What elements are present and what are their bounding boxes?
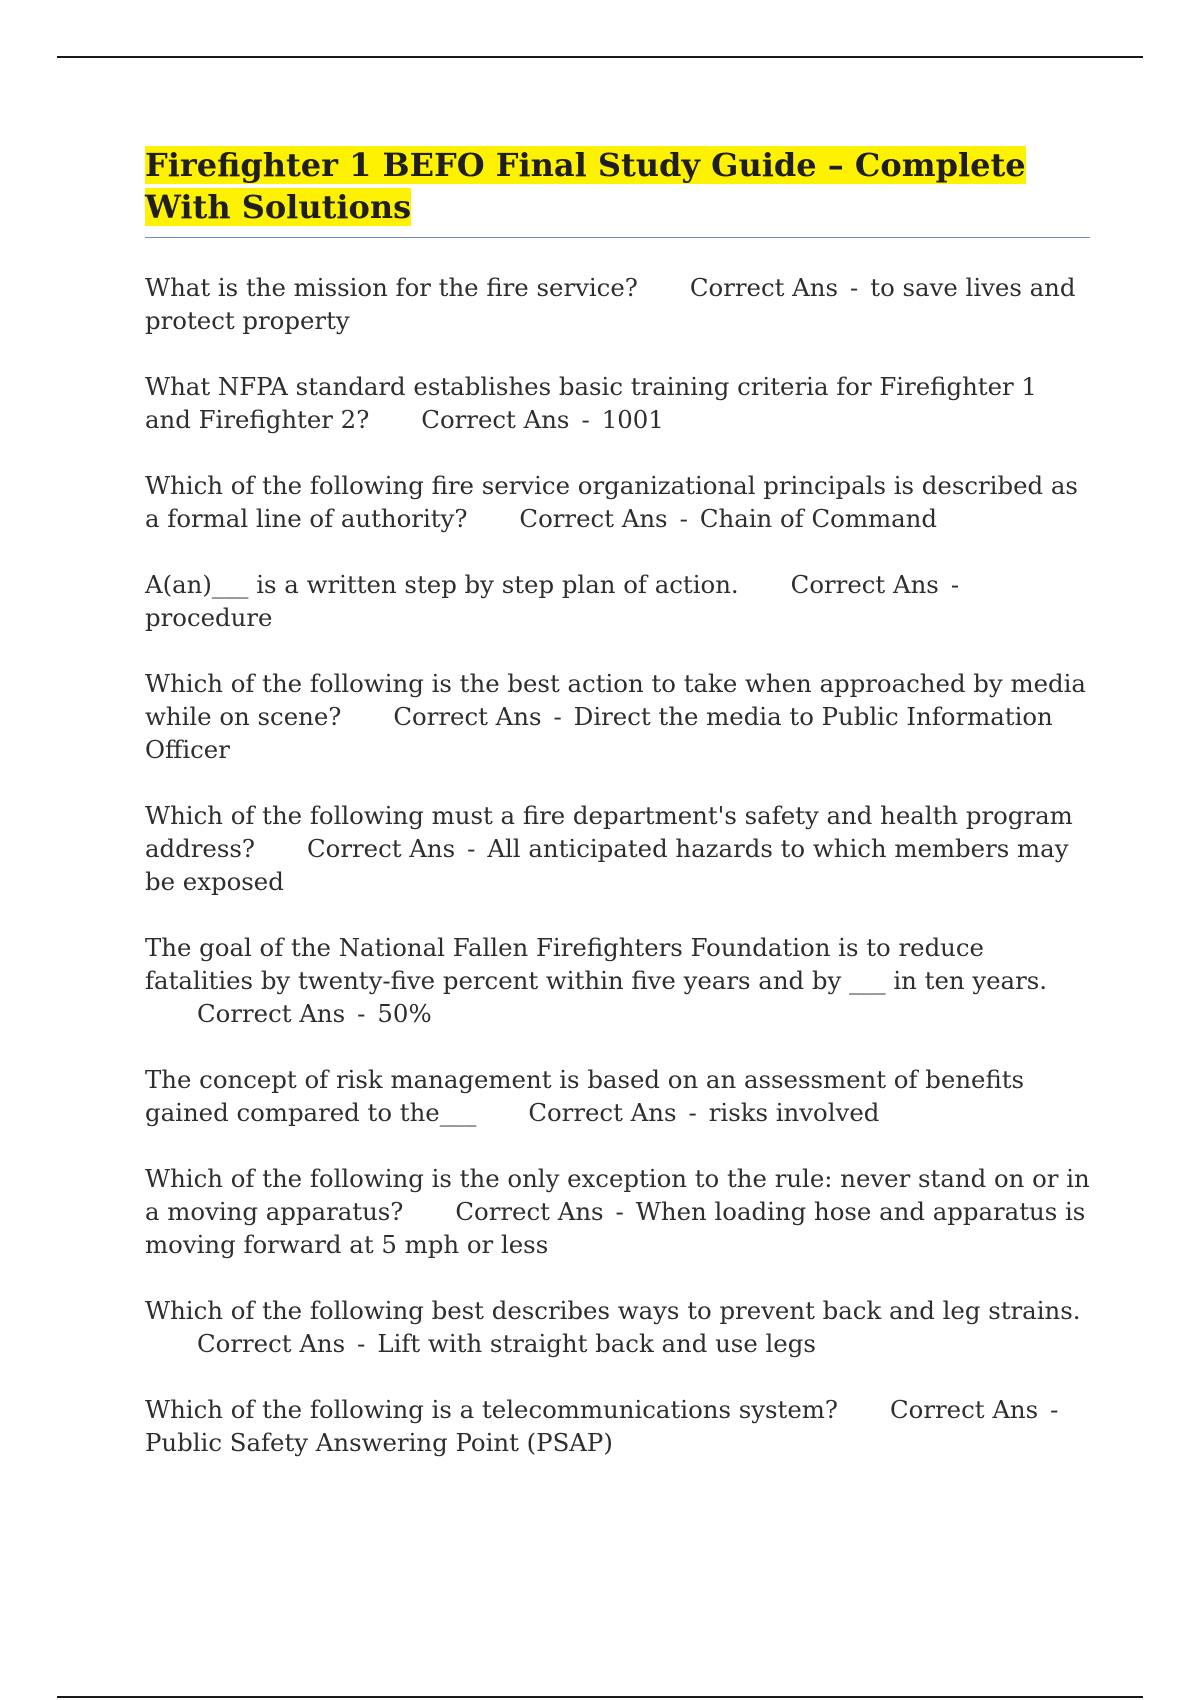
answer-text: Public Safety Answering Point (PSAP) <box>145 1428 613 1457</box>
question-text: Which of the following must a fire department's safety and health program address? <box>145 801 1073 863</box>
answer-text: When loading hose and apparatus is moving forward at 5 mph or less <box>145 1197 1086 1259</box>
answer-text: risks involved <box>708 1098 880 1127</box>
answer-label: Correct Ans <box>519 504 668 533</box>
answer-separator: - <box>688 1098 697 1127</box>
answer-separator: - <box>581 405 590 434</box>
answer-label: Correct Ans <box>689 273 839 302</box>
answer-label: Correct Ans <box>393 702 542 731</box>
question-text: Which of the following fire service organizational principals is described as a formal line of authority? <box>145 471 1078 533</box>
qa-item <box>145 469 1090 535</box>
answer-label: Correct Ans <box>455 1197 604 1226</box>
answer-separator: - <box>679 504 688 533</box>
answer-text: Direct the media to Public Information Officer <box>145 702 1053 764</box>
answer-label: Correct Ans <box>306 834 456 863</box>
answer-separator: - <box>850 273 859 302</box>
answer-text: to save lives and protect property <box>145 273 1076 335</box>
answer-separator: - <box>615 1197 624 1226</box>
qa-item <box>145 931 1090 1030</box>
answer-text: procedure <box>145 603 273 632</box>
qa-item <box>145 370 1090 436</box>
answer-label: Correct Ans <box>528 1098 677 1127</box>
answer-text: Lift with straight back and use legs <box>377 1329 816 1358</box>
answer-label: Correct Ans <box>197 1329 346 1358</box>
answer-label: Correct Ans <box>890 1395 1039 1424</box>
question-text: The concept of risk management is based on an assessment of benefits gained compared to the___ <box>145 1065 1025 1127</box>
title-highlight: Firefighter 1 BEFO Final Study Guide – Complete With Solutions <box>145 146 1026 226</box>
qa-item <box>145 1393 1090 1459</box>
question-text: Which of the following best describes ways to prevent back and leg strains. <box>145 1296 1081 1325</box>
question-text: Which of the following is the only exception to the rule: never stand on or in a moving apparatus? <box>145 1164 1090 1226</box>
answer-separator: - <box>357 1329 366 1358</box>
answer-separator: - <box>467 834 476 863</box>
page-top-rule <box>57 56 1143 58</box>
qa-item <box>145 1294 1090 1360</box>
answer-label: Correct Ans <box>197 999 346 1028</box>
question-text: The goal of the National Fallen Firefighters Foundation is to reduce fatalities by twenty-five percent within five years and by ___ in ten years. <box>145 933 1048 995</box>
answer-label: Correct Ans <box>421 405 570 434</box>
qa-item <box>145 271 1090 337</box>
qa-item <box>145 1162 1090 1261</box>
page-bottom-rule <box>57 1696 1143 1698</box>
answer-separator: - <box>950 570 960 599</box>
qa-item <box>145 799 1090 898</box>
answer-text: All anticipated hazards to which members may be exposed <box>145 834 1069 896</box>
answer-separator: - <box>1050 1395 1059 1424</box>
answer-text: Chain of Command <box>699 504 937 533</box>
question-text: What is the mission for the fire service? <box>145 273 638 302</box>
answer-text: 50% <box>377 999 432 1028</box>
answer-label: Correct Ans <box>790 570 939 599</box>
qa-item <box>145 1063 1090 1129</box>
answer-text: 1001 <box>601 405 664 434</box>
question-text: What NFPA standard establishes basic training criteria for Firefighter 1 and Firefighter 2? <box>145 372 1037 434</box>
question-text: Which of the following is a telecommunications system? <box>145 1395 838 1424</box>
qa-list <box>145 271 1090 1459</box>
document-body <box>145 144 1090 1492</box>
qa-item <box>145 667 1090 766</box>
qa-item <box>145 568 1090 634</box>
title-underline <box>145 237 1090 238</box>
document-title <box>145 144 1090 228</box>
answer-separator: - <box>553 702 562 731</box>
question-text: A(an)___ is a written step by step plan of action. <box>145 570 739 599</box>
answer-separator: - <box>357 999 366 1028</box>
question-text: Which of the following is the best action to take when approached by media while on scene? <box>145 669 1086 731</box>
